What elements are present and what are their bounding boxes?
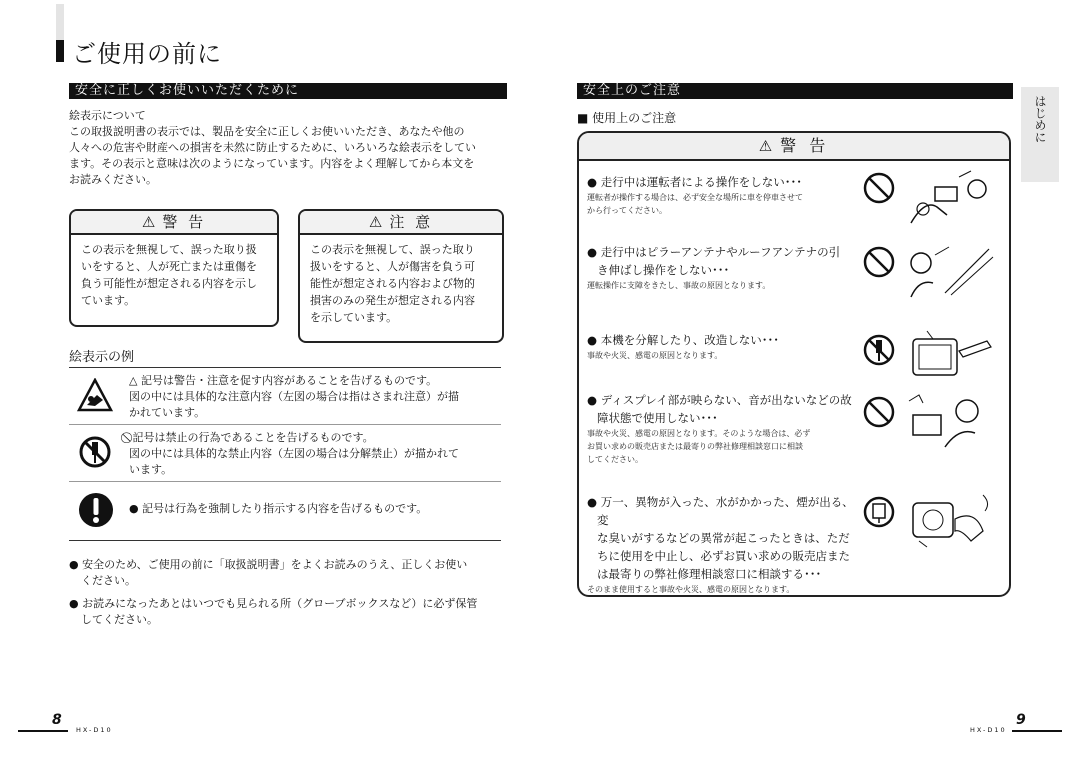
warning-item-sub: してください。	[587, 455, 643, 464]
warning-box-title: 警 告	[162, 213, 207, 231]
warning-item-main: ● 万一、異物が入った、水がかかった、煙が出る、変	[587, 495, 854, 527]
warning-item	[587, 243, 857, 292]
caution-box-line: 能性が想定される内容および物的	[310, 277, 475, 290]
warning-item	[587, 331, 857, 362]
note-item	[69, 596, 509, 628]
intro-text	[69, 124, 519, 188]
caution-box-title: 注 意	[389, 213, 434, 231]
intro-line: ます。その表示と意味は次のようになっています。内容をよく理解してから本文を	[69, 157, 475, 170]
intro-heading: 絵表示について	[69, 109, 146, 122]
usage-warning-title: 警 告	[780, 136, 830, 155]
examples-heading: 絵表示の例	[69, 350, 135, 365]
example-line: ● 記号は行為を強制したり指示する内容を告げるものです。	[129, 502, 428, 515]
usage-warning-header	[579, 133, 1009, 161]
note-line: ● お読みになったあとはいつでも見られる所（グローブボックスなど）に必ず保管	[69, 597, 478, 610]
warning-item-sub: お買い求めの販売店または最寄りの弊社修理相談窓口に相談	[587, 442, 803, 451]
chapter-tab-label: はじめに	[1033, 95, 1047, 143]
example-line: ⃠ 記号は禁止の行為であることを告げるものです。	[129, 431, 374, 444]
example-line: 図の中には具体的な禁止内容（左図の場合は分解禁止）が描かれて	[129, 447, 459, 460]
caution-triangle-icon	[77, 378, 113, 412]
left-model-label: HX-D10	[76, 726, 113, 734]
prohibition-disassembly-icon	[862, 333, 896, 367]
warning-item	[587, 173, 857, 217]
caution-box-line: を示しています。	[310, 311, 398, 324]
warning-item-main: は最寄りの弊社修理相談窓口に相談する･･･	[597, 567, 822, 581]
example-text	[129, 501, 495, 517]
example-line: 図の中には具体的な注意内容（左図の場合は指はさまれ注意）が描	[129, 390, 459, 403]
disassembly-illustration	[907, 327, 997, 383]
warning-item-main: ● 本機を分解したり、改造しない･･･	[587, 333, 779, 347]
left-footer-rule	[18, 730, 68, 732]
warning-item-sub: 運転操作に支障をきたし、事故の原因となります。	[587, 281, 771, 290]
warning-box-line: いをすると、人が死亡または重傷を	[81, 260, 257, 273]
example-row	[69, 482, 501, 540]
chapter-tab	[1021, 87, 1059, 182]
warning-item-sub: から行ってください。	[587, 206, 667, 215]
intro-line: この取扱説明書の表示では、製品を安全に正しくお使いいただき、あなたや他の	[69, 125, 465, 138]
intro-line: お読みください。	[69, 173, 157, 186]
caution-box-line: この表示を無視して、誤った取り	[310, 243, 475, 256]
warning-triangle-icon: ⚠	[368, 213, 386, 231]
caution-definition-box	[298, 209, 504, 343]
prohibition-icon	[862, 171, 896, 205]
caution-box-body	[300, 235, 502, 332]
right-page-number: 9	[1016, 712, 1026, 728]
warning-item-sub: そのまま使用すると事故や火災、感電の原因となります。	[587, 585, 795, 594]
caution-box-line: 損害のみの発生が想定される内容	[310, 294, 475, 307]
right-footer-rule	[1012, 730, 1062, 732]
warning-item-main: き伸ばし操作をしない･･･	[597, 263, 730, 277]
warning-item-sub: 事故や火災、感電の原因となります。	[587, 351, 723, 360]
warning-item-main: ● 走行中はピラーアンテナやルーフアンテナの引	[587, 245, 841, 259]
warning-box-line: ています。	[81, 294, 136, 307]
note-item	[69, 557, 509, 589]
symbol-examples-table	[69, 367, 501, 541]
example-row	[69, 425, 501, 482]
intro-line: 人々への危害や財産への損害を未然に防止するために、いろいろな絵表示をしてい	[69, 141, 476, 154]
title-marker	[56, 40, 64, 62]
antenna-operation-illustration	[905, 243, 995, 299]
warning-triangle-icon: ⚠	[758, 137, 777, 155]
warning-box-header	[71, 211, 277, 235]
driver-operating-illustration	[907, 169, 997, 227]
right-section-title: 安全上のご注意	[577, 83, 1013, 99]
right-model-label: HX-D10	[970, 726, 1007, 734]
mandatory-action-icon	[78, 492, 114, 528]
malfunction-illustration	[905, 391, 995, 451]
prohibition-icon	[862, 395, 896, 429]
warning-item-main: ● 走行中は運転者による操作をしない･･･	[587, 175, 802, 189]
warning-triangle-icon: ⚠	[141, 213, 159, 231]
warning-box-body	[71, 235, 277, 315]
warning-item-main: な臭いがするなどの異常が起こったときは、ただ	[597, 531, 850, 545]
warning-item-sub: 事故や火災、感電の原因となります。そのような場合は、必ず	[587, 429, 811, 438]
warning-item	[587, 493, 857, 596]
warning-item-main: ● ディスプレイ部が映らない、音が出ないなどの故	[587, 393, 852, 407]
example-row	[69, 368, 501, 425]
warning-box-line: 負う可能性が想定される内容を示し	[81, 277, 257, 290]
left-section-title: 安全に正しくお使いいただくために	[69, 83, 507, 99]
caution-box-header	[300, 211, 502, 235]
usage-subheading: ■ 使用上のご注意	[577, 111, 677, 125]
warning-item-main: ちに使用を中止し、必ずお買い求めの販売店また	[597, 549, 850, 563]
note-line: ください。	[81, 574, 136, 587]
page-title: ご使用の前に	[72, 40, 222, 68]
note-line: ● 安全のため、ご使用の前に「取扱説明書」をよくお読みのうえ、正しくお使い	[69, 558, 468, 571]
prohibition-icon	[862, 245, 896, 279]
abnormality-illustration	[905, 489, 997, 551]
left-page-number: 8	[52, 712, 62, 728]
warning-item	[587, 391, 857, 466]
example-text	[129, 373, 495, 421]
note-line: してください。	[81, 613, 158, 626]
example-line: △ 記号は警告・注意を促す内容があることを告げるものです。	[129, 374, 438, 387]
warning-box-line: この表示を無視して、誤った取り扱	[81, 243, 257, 256]
example-text	[129, 430, 495, 478]
warning-item-main: 障状態で使用しない･･･	[597, 411, 718, 425]
usage-warning-box	[577, 131, 1011, 597]
caution-box-line: 扱いをすると、人が傷害を負う可	[310, 260, 475, 273]
example-line: かれています。	[129, 406, 206, 419]
prohibition-disassembly-icon	[78, 435, 112, 469]
warning-item-sub: 運転者が操作する場合は、必ず安全な場所に車を停車させて	[587, 193, 803, 202]
warning-definition-box	[69, 209, 279, 327]
unplug-instruction-icon	[862, 495, 896, 529]
example-line: います。	[129, 463, 173, 476]
